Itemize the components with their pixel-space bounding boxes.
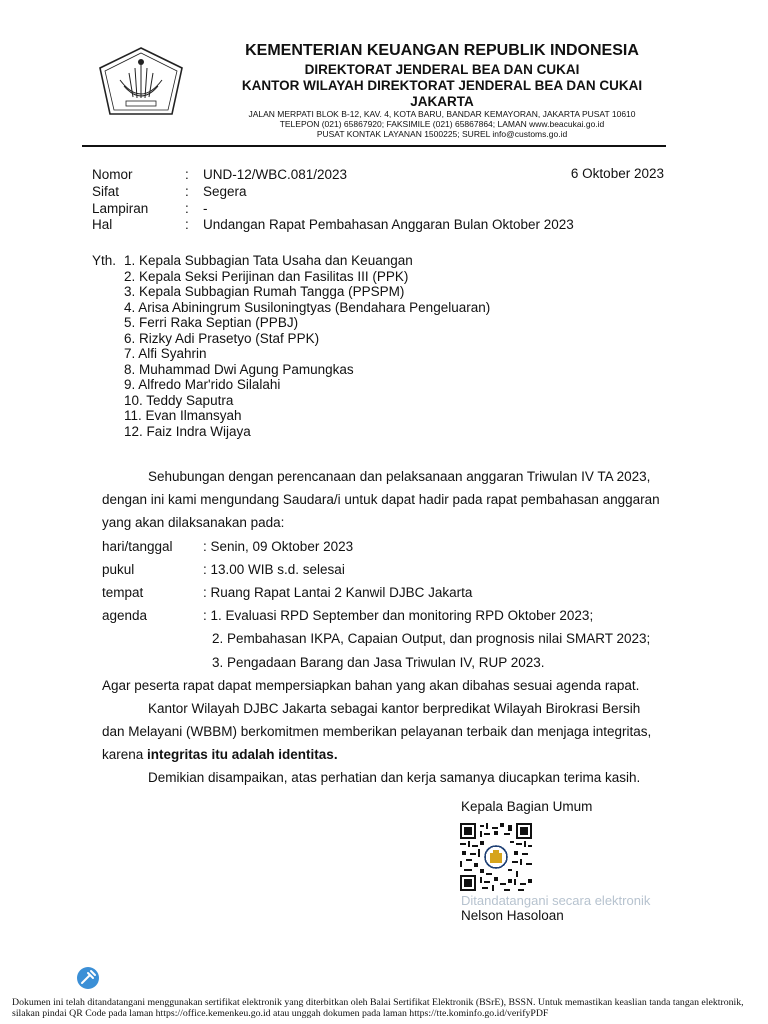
list-item: 5. Ferri Raka Septian (PPBJ) [124,315,299,330]
wbbm-line2: dan Melayani (WBBM) berkomitmen memberikan pelayanan terbaik dan menjaga integritas, [102,724,652,739]
sifat-colon: : [185,184,189,199]
addressee-list [124,253,490,439]
list-item: 10. Teddy Saputra [124,392,234,408]
office-contact: PUSAT KONTAK LAYANAN 1500225; SUREL info@customs.go.id [316,129,568,139]
intro-line2: dengan ini kami mengundang Saudara/i untuk dapat hadir pada rapat pembahasan anggaran [102,492,660,507]
closing-line: Demikian disampaikan, atas perhatian dan kerja samanya diucapkan terima kasih. [148,770,641,785]
intro-line3: yang akan dilaksanakan pada: [102,515,285,530]
tempat-value: : Ruang Rapat Lantai 2 Kanwil DJBC Jakarta [203,585,473,600]
hari-value: : Senin, 09 Oktober 2023 [203,539,354,554]
list-item: 2. Kepala Seksi Perijinan dan Fasilitas III (PPK) [124,268,409,284]
electronic-signature-note: Ditandatangani secara elektronik [461,893,651,908]
agenda-item-2: 2. Pembahasan IKPA, Capaian Output, dan prognosis nilai SMART 2023; [212,631,651,646]
ministry-emblem-icon [96,46,186,118]
pukul-value: : 13.00 WIB s.d. selesai [203,562,345,577]
wbbm-line3-prefix: karena [102,747,148,762]
sifat-value: Segera [203,184,247,199]
nomor-value: UND-12/WBC.081/2023 [203,167,348,182]
office-address: JALAN MERPATI BLOK B-12, KAV. 4, KOTA BARU, BANDAR KEMAYORAN, JAKARTA PUSAT 10610 [248,109,636,119]
tempat-label: tempat [102,585,144,600]
pukul-label: pukul [102,562,135,577]
list-item: 1. Kepala Subbagian Tata Usaha dan Keuangan [124,253,413,268]
list-item: 3. Kepala Subbagian Rumah Tangga (PPSPM) [124,284,405,299]
agenda-item-3: 3. Pengadaan Barang dan Jasa Triwulan IV, RUP 2023. [212,655,545,670]
hal-label: Hal [92,217,113,232]
letter-date: 6 Oktober 2023 [570,166,664,181]
signatory-name: Nelson Hasoloan [461,908,564,923]
list-item: 9. Alfredo Mar'rido Silalahi [124,377,281,392]
addressee-label: Yth. [92,253,117,268]
qr-code-icon [460,823,532,891]
intro-line1: Sehubungan dengan perencanaan dan pelaksanaan anggaran Triwulan IV TA 2023, [148,469,651,484]
electronic-signature-disclaimer: Dokumen ini telah ditandatangani menggunakan sertifikat elektronik yang diterbitkan oleh Balai Sertifikat Elektronik (BSrE), BSSN. Untuk memastikan keaslian tanda tangan elektronik, silakan pindai QR Code pada laman https://office.kemenkeu.go.id atau unggah dokumen pada laman https://tte.kominfo.go.id/verifyPDF [12,997,744,1019]
office-name-line2: JAKARTA [410,94,474,109]
directorate-name: DIREKTORAT JENDERAL BEA DAN CUKAI [304,62,580,77]
hari-label: hari/tanggal [102,539,173,554]
list-item: 11. Evan Ilmansyah [124,408,242,423]
lampiran-value: - [203,201,208,216]
list-item: 12. Faiz Indra Wijaya [124,423,251,439]
hal-colon: : [185,217,189,232]
nomor-colon: : [185,167,189,182]
lampiran-colon: : [185,201,189,216]
list-item: 8. Muhammad Dwi Agung Pamungkas [124,361,354,377]
lampiran-label: Lampiran [92,201,149,216]
nomor-label: Nomor [92,167,133,182]
signatory-title: Kepala Bagian Umum [461,799,593,814]
list-item: 7. Alfi Syahrin [124,346,207,361]
office-phone: TELEPON (021) 65867920; FAKSIMILE (021) 65867864; LAMAN www.beacukai.go.id [279,119,605,129]
bsre-certificate-icon [76,966,100,990]
sifat-label: Sifat [92,184,120,199]
hal-value: Undangan Rapat Pembahasan Anggaran Bulan Oktober 2023 [203,217,574,232]
agenda-label: agenda [102,608,148,623]
list-item: 6. Rizky Adi Prasetyo (Staf PPK) [124,330,320,346]
agenda-item-1: : 1. Evaluasi RPD September dan monitoring RPD Oktober 2023; [203,608,594,623]
list-item: 4. Arisa Abiningrum Susiloningtyas (Bendahara Pengeluaran) [124,299,491,315]
office-name-line1: KANTOR WILAYAH DIREKTORAT JENDERAL BEA DAN CUKAI [241,78,643,93]
integrity-slogan: integritas itu adalah identitas. [147,747,338,762]
wbbm-line3 [102,746,338,763]
letterhead-divider [82,145,666,147]
preparation-note: Agar peserta rapat dapat mempersiapkan bahan yang akan dibahas sesuai agenda rapat. [102,678,640,693]
ministry-name: KEMENTERIAN KEUANGAN REPUBLIK INDONESIA [245,42,639,59]
wbbm-line1: Kantor Wilayah DJBC Jakarta sebagai kantor berpredikat Wilayah Birokrasi Bersih [148,701,641,716]
